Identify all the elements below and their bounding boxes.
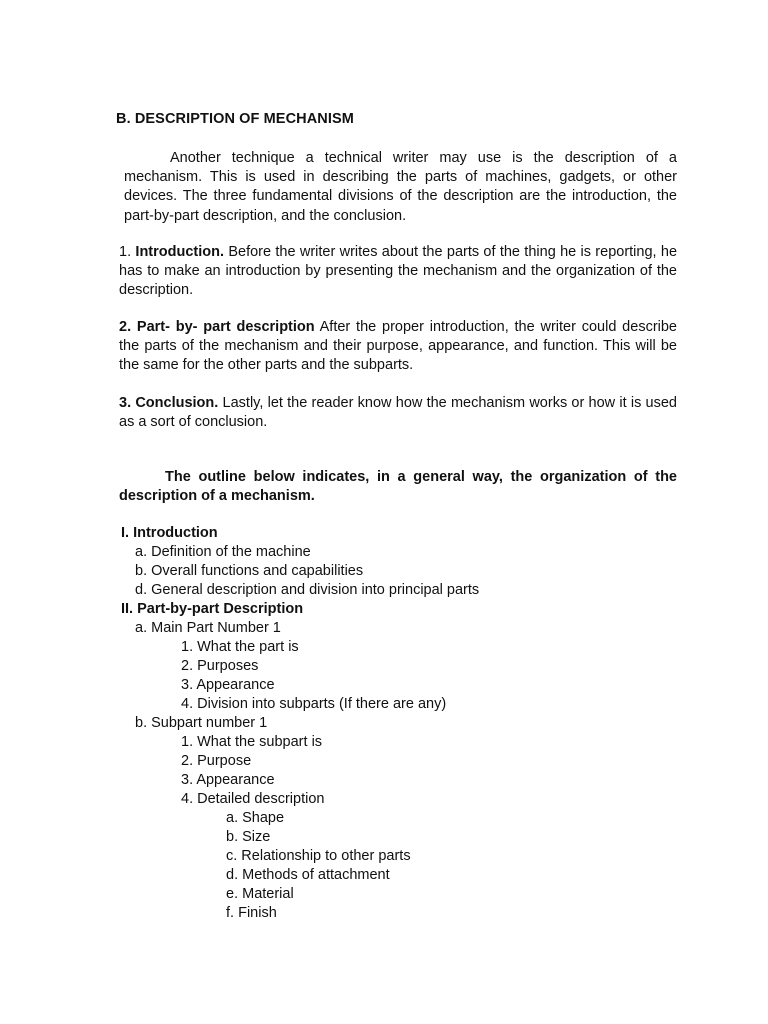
outline-section-introduction: I. Introduction [121,525,218,541]
item-lead: Conclusion. [135,395,219,411]
outline-item: 2. Purposes [181,658,259,674]
item-lead: Introduction. [135,244,225,260]
outline-section-part-by-part: II. Part-by-part Description [121,601,304,617]
outline-detail-item: e. Material [226,886,294,902]
outline-main-part: a. Main Part Number 1 [135,620,281,636]
outline-item: 4. Detailed description [181,791,325,807]
outline-detail-item: d. Methods of attachment [226,867,390,883]
item-part-by-part [119,318,677,376]
outline-item: 1. What the part is [181,639,299,655]
outline-item: 3. Appearance [181,772,275,788]
outline-item: 4. Division into subparts (If there are any) [181,696,447,712]
outline-detail-item: c. Relationship to other parts [226,848,411,864]
item-number: 2. [119,319,132,335]
outline-item: b. Overall functions and capabilities [135,563,364,579]
item-text: After the proper introduction, the writer could describe the parts of the mechanism and their purpose, appearance, and function. This will be the same for the other parts and the subparts. [119,319,677,374]
item-introduction [119,243,677,301]
item-lead: Part- by- part description [136,319,315,335]
outline-subpart: b. Subpart number 1 [135,715,268,731]
outline-detail-item: b. Size [226,829,271,845]
outline-item: 3. Appearance [181,677,275,693]
item-text: Lastly, let the reader know how the mechanism works or how it is used as a sort of conclusion. [119,395,677,431]
outline-detail-item: a. Shape [226,810,285,826]
item-text: Before the writer writes about the parts of the thing he is reporting, he has to make an introduction by presenting the mechanism and the organization of the description. [119,244,678,299]
item-conclusion [119,394,677,432]
item-number: 3. [119,395,132,411]
outline-item: 2. Purpose [181,753,252,769]
outline-intro: The outline below indicates, in a general way, the organization of the description of a mechanism. [119,469,677,505]
outline-item: a. Definition of the machine [135,544,311,560]
intro-paragraph: Another technique a technical writer may use is the description of a mechanism. This is used in describing the parts of machines, gadgets, or other devices. The three fundamental divisions of the description are the introduction, the part-by-part description, and the conclusion. [124,150,677,224]
outline-detail-item: f. Finish [226,905,277,921]
outline-item: 1. What the subpart is [181,734,323,750]
outline-item: d. General description and division into principal parts [135,582,480,598]
item-number: 1. [119,244,132,260]
section-heading: B. DESCRIPTION OF MECHANISM [116,111,354,127]
